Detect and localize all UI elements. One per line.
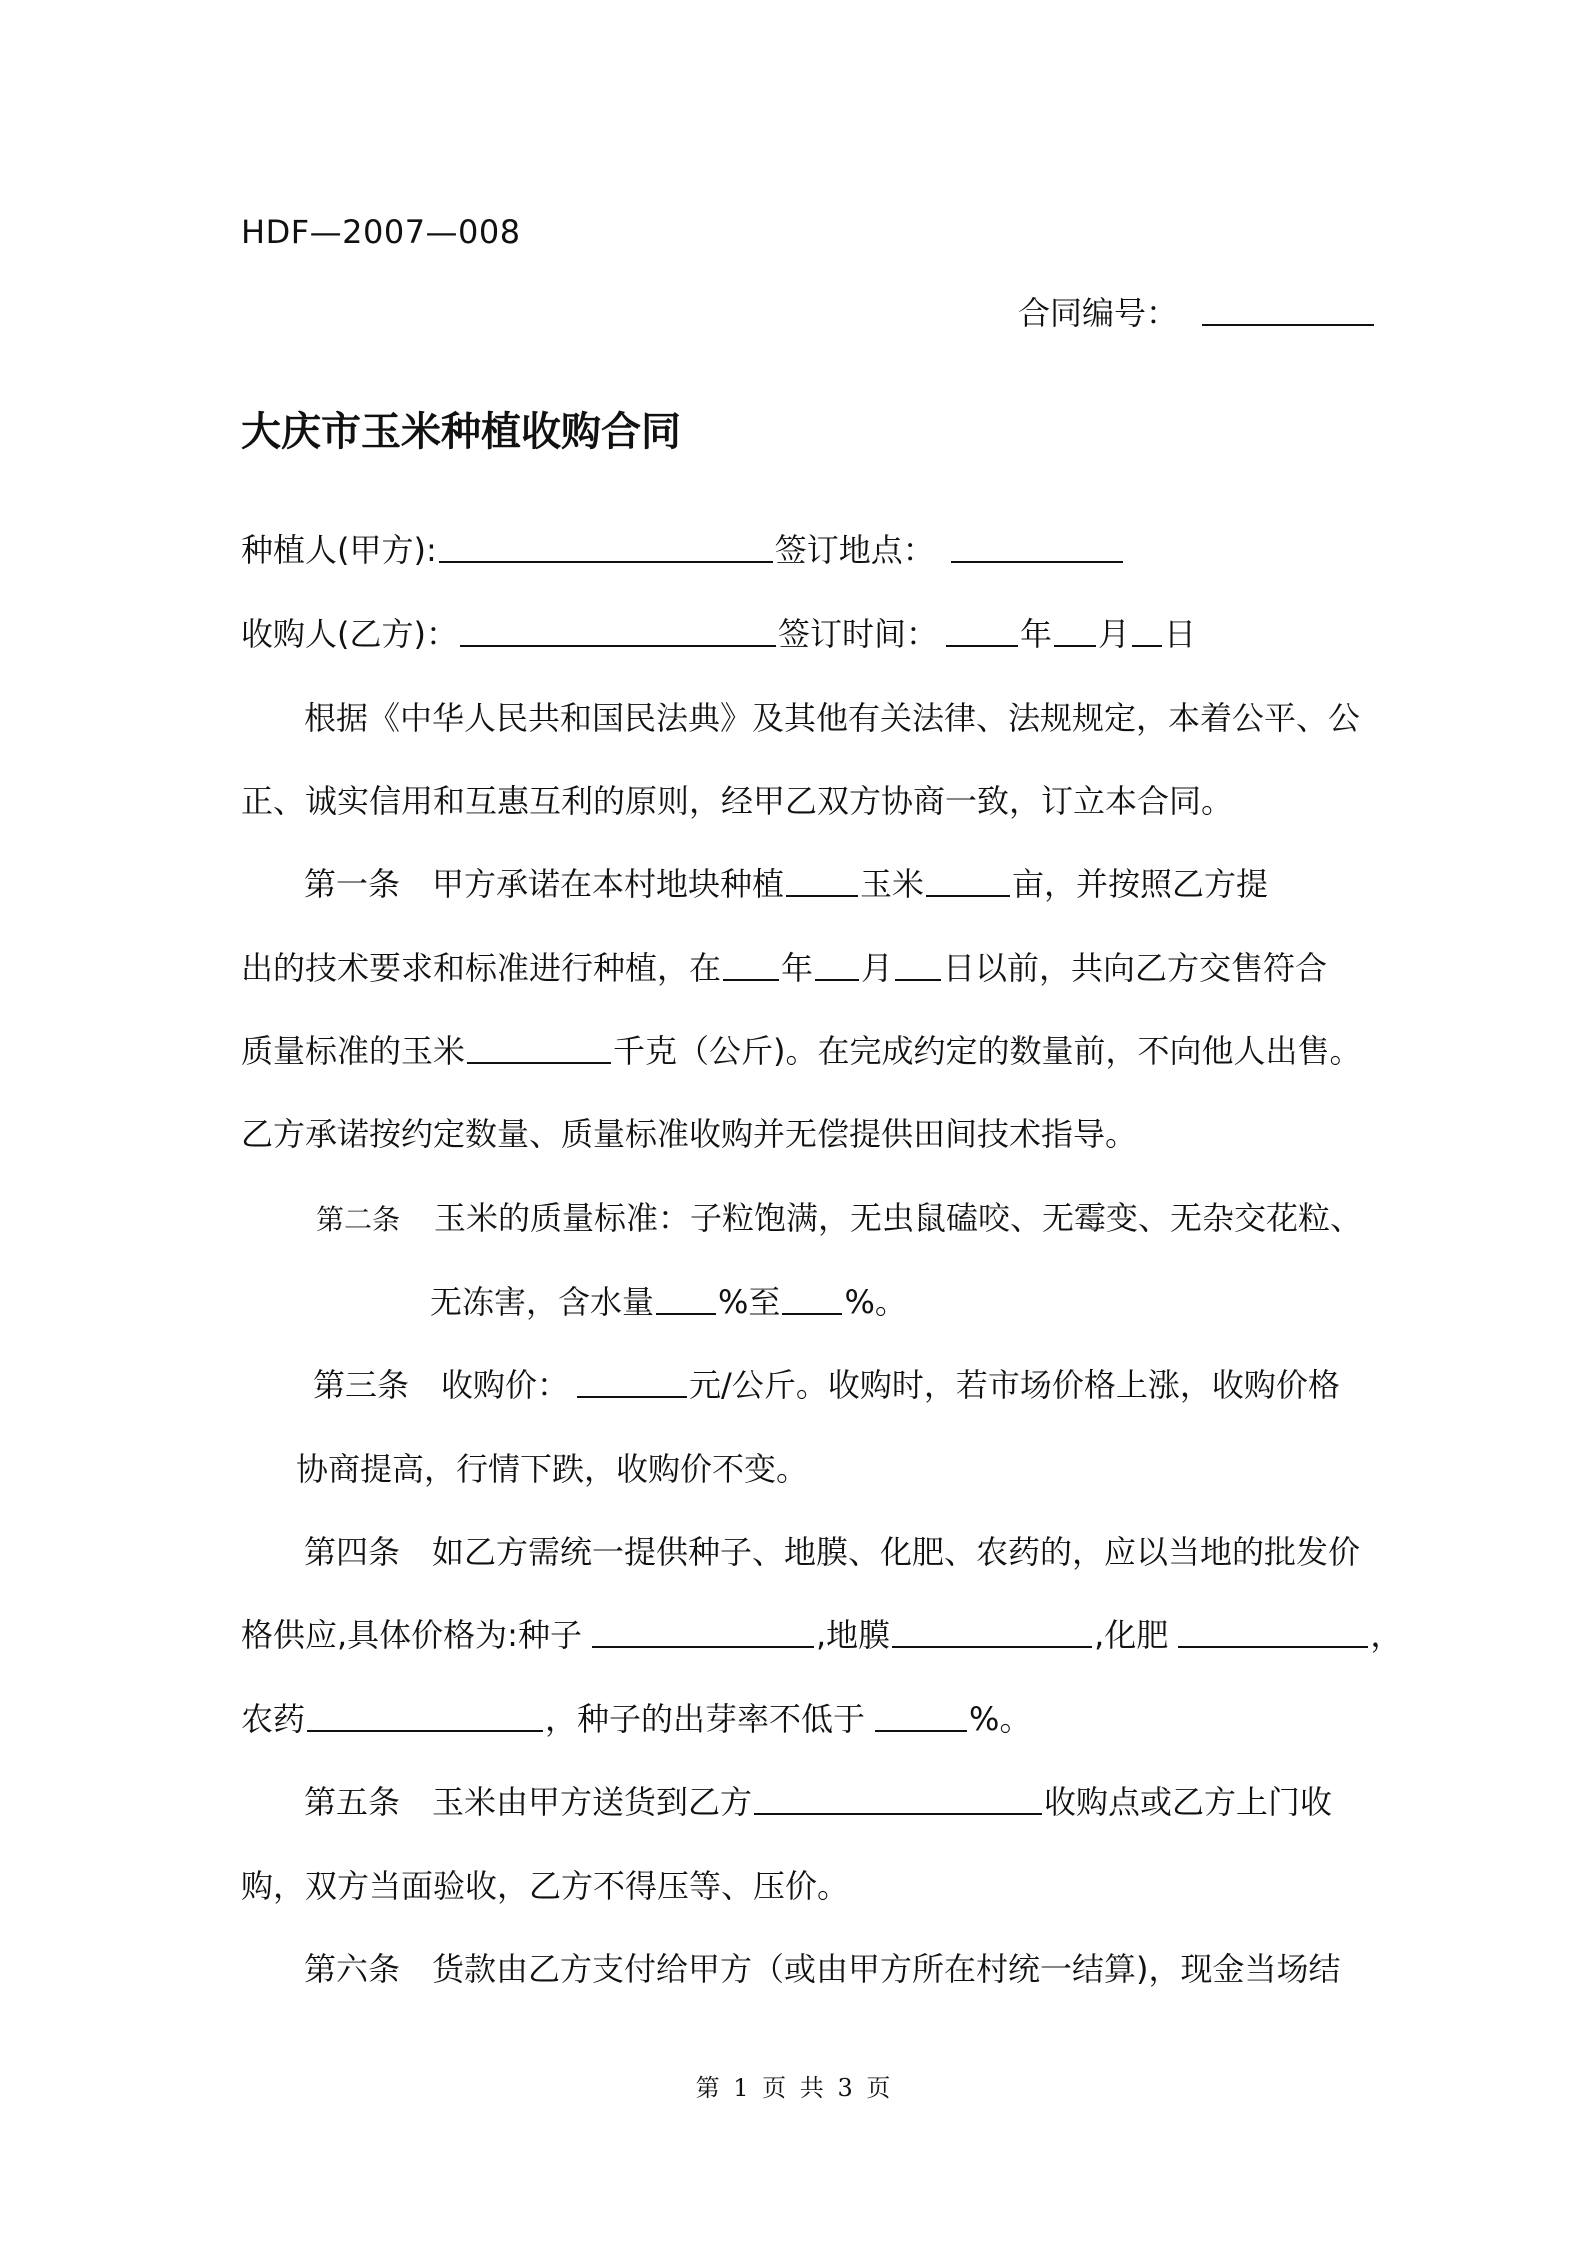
deadline-day-field[interactable] (895, 949, 941, 981)
sign-place-field[interactable] (951, 531, 1123, 563)
article2-line-2 (430, 1280, 907, 1324)
film-price-field[interactable] (892, 1616, 1092, 1648)
sign-time-label: 签订时间： (777, 615, 938, 653)
article5-line-1 (304, 1780, 1332, 1824)
article3-text: 收购价： (441, 1366, 570, 1404)
month-label: 月 (1098, 615, 1131, 653)
article1-text: 亩，并按照乙方提 (1012, 865, 1269, 903)
article4-text: 如乙方需统一提供种子、地膜、化肥、农药的，应以当地的批发价 (432, 1533, 1361, 1571)
article4-text: 格供应,具体价格为:种子 (241, 1616, 582, 1654)
moisture-min-field[interactable] (656, 1283, 716, 1315)
article2-label: 第二条 (316, 1203, 401, 1236)
buyer-label: 收购人(乙方)： (241, 615, 458, 653)
article4-line-2 (241, 1613, 1402, 1657)
article3-label: 第三条 (313, 1366, 410, 1404)
article6-text: 货款由乙方支付给甲方（或由甲方所在村统一结算)，现金当场结 (432, 1950, 1341, 1988)
year-label: 年 (1020, 615, 1053, 653)
article1-text: 甲方承诺在本村地块种植 (432, 865, 785, 903)
sign-day-field[interactable] (1132, 615, 1162, 647)
article3-line-1 (313, 1363, 1340, 1407)
article1-label: 第一条 (304, 865, 401, 903)
article1-line-1 (304, 862, 1268, 906)
delivery-location-field[interactable] (754, 1783, 1042, 1815)
contract-number-field[interactable] (1202, 294, 1374, 326)
article1-text: 月 (861, 949, 894, 987)
article1-text: 质量标准的玉米 (241, 1032, 466, 1070)
article1-text: 玉米 (860, 865, 925, 903)
preamble-line-1: 根据《中华人民共和国民法典》及其他有关法律、法规规定，本着公平、公 (304, 699, 1361, 737)
contract-number-label: 合同编号： (1018, 294, 1179, 332)
article1-line-2 (241, 946, 1327, 990)
article4-line-3 (241, 1697, 1031, 1741)
germination-rate-field[interactable] (875, 1700, 967, 1732)
article5-label: 第五条 (304, 1783, 401, 1821)
article3-text: 元/公斤。收购时，若市场价格上涨，收购价格 (689, 1366, 1340, 1404)
document-title: 大庆市玉米种植收购合同 (241, 409, 681, 455)
article4-text: ,地膜 (815, 1616, 891, 1654)
article3-line-2: 协商提高，行情下跌，收购价不变。 (296, 1450, 809, 1488)
day-label: 日 (1164, 615, 1197, 653)
article1-text: 年 (781, 949, 814, 987)
quantity-field[interactable] (467, 1032, 611, 1064)
article1-line-3 (241, 1029, 1362, 1073)
article2-text: %。 (844, 1283, 907, 1321)
article1-text: 日以前，共向乙方交售符合 (943, 949, 1328, 987)
mu-field[interactable] (926, 865, 1010, 897)
preamble-line-2: 正、诚实信用和互惠互利的原则，经甲乙双方协商一致，订立本合同。 (241, 782, 1234, 820)
document-code: HDF—2007—008 (241, 213, 521, 251)
article1-text: 千克（公斤)。在完成约定的数量前，不向他人出售。 (613, 1032, 1362, 1070)
fertilizer-price-field[interactable] (1178, 1616, 1368, 1648)
article4-text: %。 (969, 1700, 1032, 1738)
article2-text: 无冻害，含水量 (430, 1283, 655, 1321)
page-number: 第 1 页 共 3 页 (695, 2074, 891, 2102)
article6-label: 第六条 (304, 1950, 401, 1988)
article4-text: ，种子的出芽率不低于 (545, 1700, 866, 1738)
deadline-year-field[interactable] (723, 949, 779, 981)
article6-line-1 (304, 1947, 1341, 1991)
article4-text: ,化肥 (1094, 1616, 1169, 1654)
article4-line-1 (304, 1530, 1360, 1574)
seed-price-field[interactable] (592, 1616, 814, 1648)
buyer-row (241, 612, 1196, 656)
article5-text: 收购点或乙方上门收 (1044, 1783, 1333, 1821)
planter-label: 种植人(甲方): (241, 531, 437, 569)
article5-line-2: 购，双方当面验收，乙方不得压等、压价。 (241, 1867, 850, 1905)
moisture-max-field[interactable] (782, 1283, 842, 1315)
pesticide-price-field[interactable] (307, 1700, 543, 1732)
sign-place-label: 签订地点： (774, 531, 935, 569)
article4-text: ， (1370, 1616, 1403, 1654)
article1-line-4: 乙方承诺按约定数量、质量标准收购并无偿提供田间技术指导。 (241, 1115, 1138, 1153)
article2-text: 玉米的质量标准：子粒饱满，无虫鼠磕咬、无霉变、无杂交花粒、 (434, 1199, 1363, 1237)
planter-field[interactable] (439, 531, 773, 563)
price-field[interactable] (577, 1366, 687, 1398)
article4-label: 第四条 (304, 1533, 401, 1571)
sign-month-field[interactable] (1054, 615, 1096, 647)
article2-line-1 (316, 1196, 1362, 1240)
sign-year-field[interactable] (946, 615, 1018, 647)
buyer-field[interactable] (460, 615, 776, 647)
article4-text: 农药 (241, 1700, 306, 1738)
planting-area-field[interactable] (786, 865, 858, 897)
article1-text: 出的技术要求和标准进行种植，在 (241, 949, 722, 987)
deadline-month-field[interactable] (815, 949, 859, 981)
planter-row (241, 528, 1125, 572)
article5-text: 玉米由甲方送货到乙方 (432, 1783, 753, 1821)
contract-number-row (1018, 291, 1376, 335)
article2-text: %至 (718, 1283, 781, 1321)
